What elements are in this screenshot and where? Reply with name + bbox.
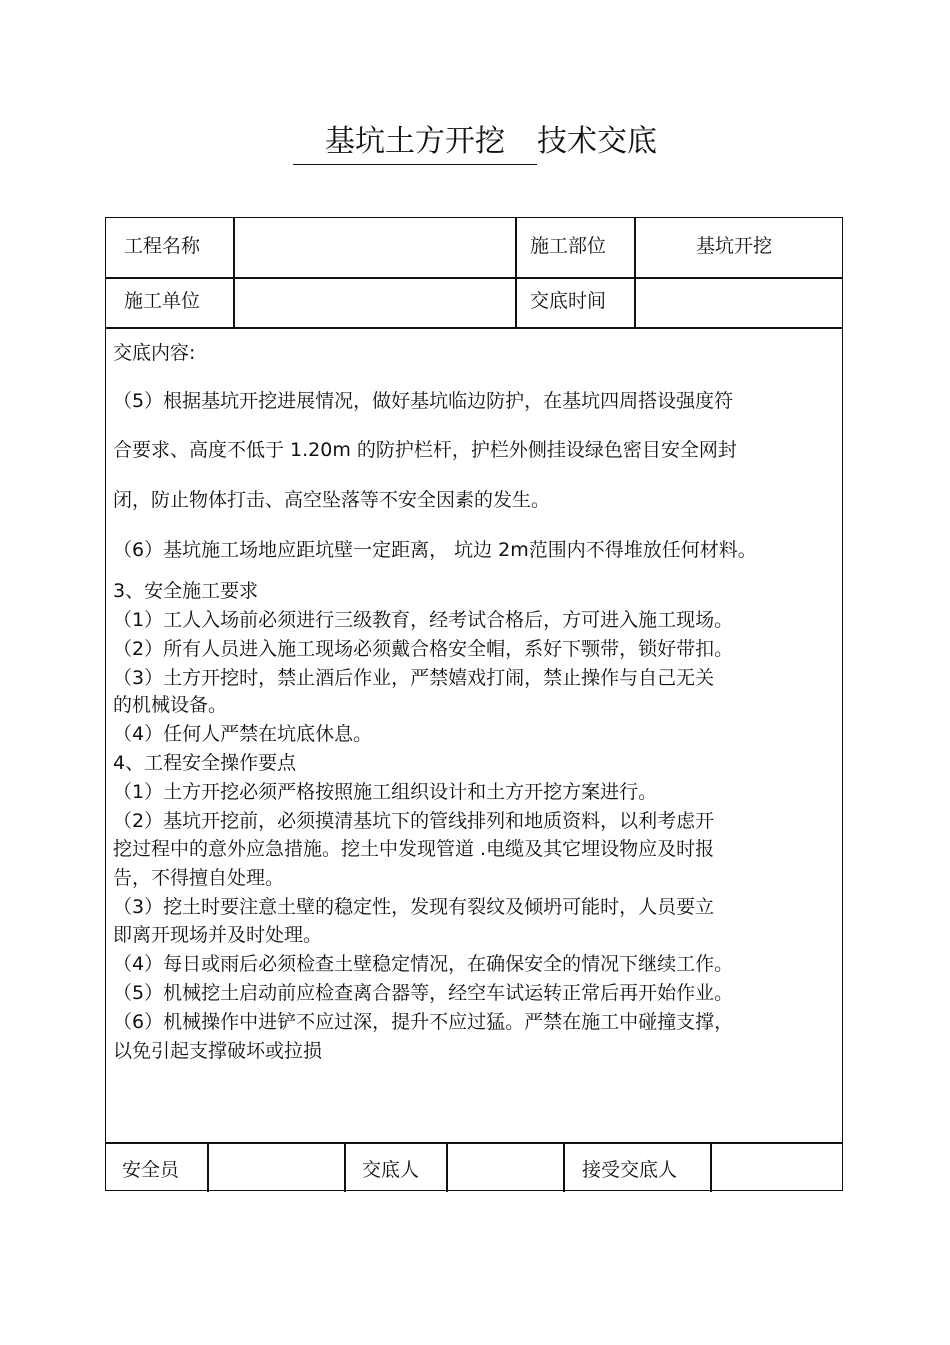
content-line: （3）土方开挖时，禁止酒后作业，严禁嬉戏打闹，禁止操作与自己无关 xyxy=(113,667,715,689)
disclosure-time-label: 交底时间 xyxy=(530,290,607,312)
content-line: 的机械设备。 xyxy=(113,694,228,716)
safety-officer-label: 安全员 xyxy=(122,1159,180,1181)
content-heading: 交底内容: xyxy=(113,342,196,364)
discloser-label: 交底人 xyxy=(362,1159,420,1181)
footer-col-divider-1 xyxy=(207,1142,209,1192)
title-suffix: 技术交底 xyxy=(537,124,657,159)
project-name-label: 工程名称 xyxy=(124,235,201,257)
footer-col-divider-4 xyxy=(563,1142,565,1192)
header-col-divider-2 xyxy=(515,218,517,328)
content-line: （3）挖土时要注意土壁的稳定性，发现有裂纹及倾坍可能时，人员要立 xyxy=(113,896,715,918)
content-line: （6）机械操作中进铲不应过深，提升不应过猛。严禁在施工中碰撞支撑， xyxy=(113,1011,734,1033)
content-line: （4）每日或雨后必须检查土壁稳定情况，在确保安全的情况下继续工作。 xyxy=(113,953,734,975)
content-line: （4）任何人严禁在坑底休息。 xyxy=(113,723,373,745)
content-line: 3、安全施工要求 xyxy=(113,580,259,602)
content-line: 挖过程中的意外应急措施。挖土中发现管道 .电缆及其它埋设物应及时报 xyxy=(113,838,715,860)
construction-unit-value[interactable] xyxy=(246,289,506,313)
document-title xyxy=(0,118,950,166)
receiver-label: 接受交底人 xyxy=(582,1159,678,1181)
title-underlined-part: 基坑土方开挖 xyxy=(293,120,537,165)
row-divider-3 xyxy=(106,1142,842,1144)
construction-unit-label: 施工单位 xyxy=(124,290,201,312)
content-line: （1）土方开挖必须严格按照施工组织设计和土方开挖方案进行。 xyxy=(113,781,658,803)
content-line: （2）基坑开挖前，必须摸清基坑下的管线排列和地质资料，以利考虑开 xyxy=(113,810,715,832)
footer-col-divider-2 xyxy=(344,1142,346,1192)
row-divider-2 xyxy=(106,327,842,329)
content-line: 合要求、高度不低于 1.20m 的防护栏杆，护栏外侧挂设绿色密目安全网封 xyxy=(113,439,737,461)
disclosure-time-value[interactable] xyxy=(646,289,826,313)
content-line: （6）基坑施工场地应距坑壁一定距离， 坑边 2m范围内不得堆放任何材料。 xyxy=(113,539,757,561)
safety-officer-value[interactable] xyxy=(216,1158,336,1182)
project-name-value[interactable] xyxy=(246,234,506,258)
content-line: 以免引起支撑破坏或拉损 xyxy=(113,1040,323,1062)
content-line: 即离开现场并及时处理。 xyxy=(113,924,323,946)
row-divider-1 xyxy=(106,277,842,279)
footer-col-divider-3 xyxy=(446,1142,448,1192)
position-label: 施工部位 xyxy=(530,235,607,257)
content-line: 4、工程安全操作要点 xyxy=(113,752,297,774)
content-line: （1）工人入场前必须进行三级教育，经考试合格后，方可进入施工现场。 xyxy=(113,609,734,631)
receiver-value[interactable] xyxy=(718,1158,836,1182)
position-value[interactable]: 基坑开挖 xyxy=(696,235,773,257)
content-line: （5）机械挖土启动前应检查离合器等，经空车试运转正常后再开始作业。 xyxy=(113,982,734,1004)
header-col-divider-1 xyxy=(233,218,235,328)
content-line: 闭，防止物体打击、高空坠落等不安全因素的发生。 xyxy=(113,489,551,511)
discloser-value[interactable] xyxy=(456,1158,556,1182)
content-line: 告，不得擅自处理。 xyxy=(113,867,285,889)
header-col-divider-3 xyxy=(634,218,636,328)
footer-col-divider-5 xyxy=(710,1142,712,1192)
content-line: （2）所有人员进入施工现场必须戴合格安全帽，系好下颚带，锁好带扣。 xyxy=(113,638,734,660)
content-line: （5）根据基坑开挖进展情况，做好基坑临边防护，在基坑四周搭设强度符 xyxy=(113,390,734,412)
